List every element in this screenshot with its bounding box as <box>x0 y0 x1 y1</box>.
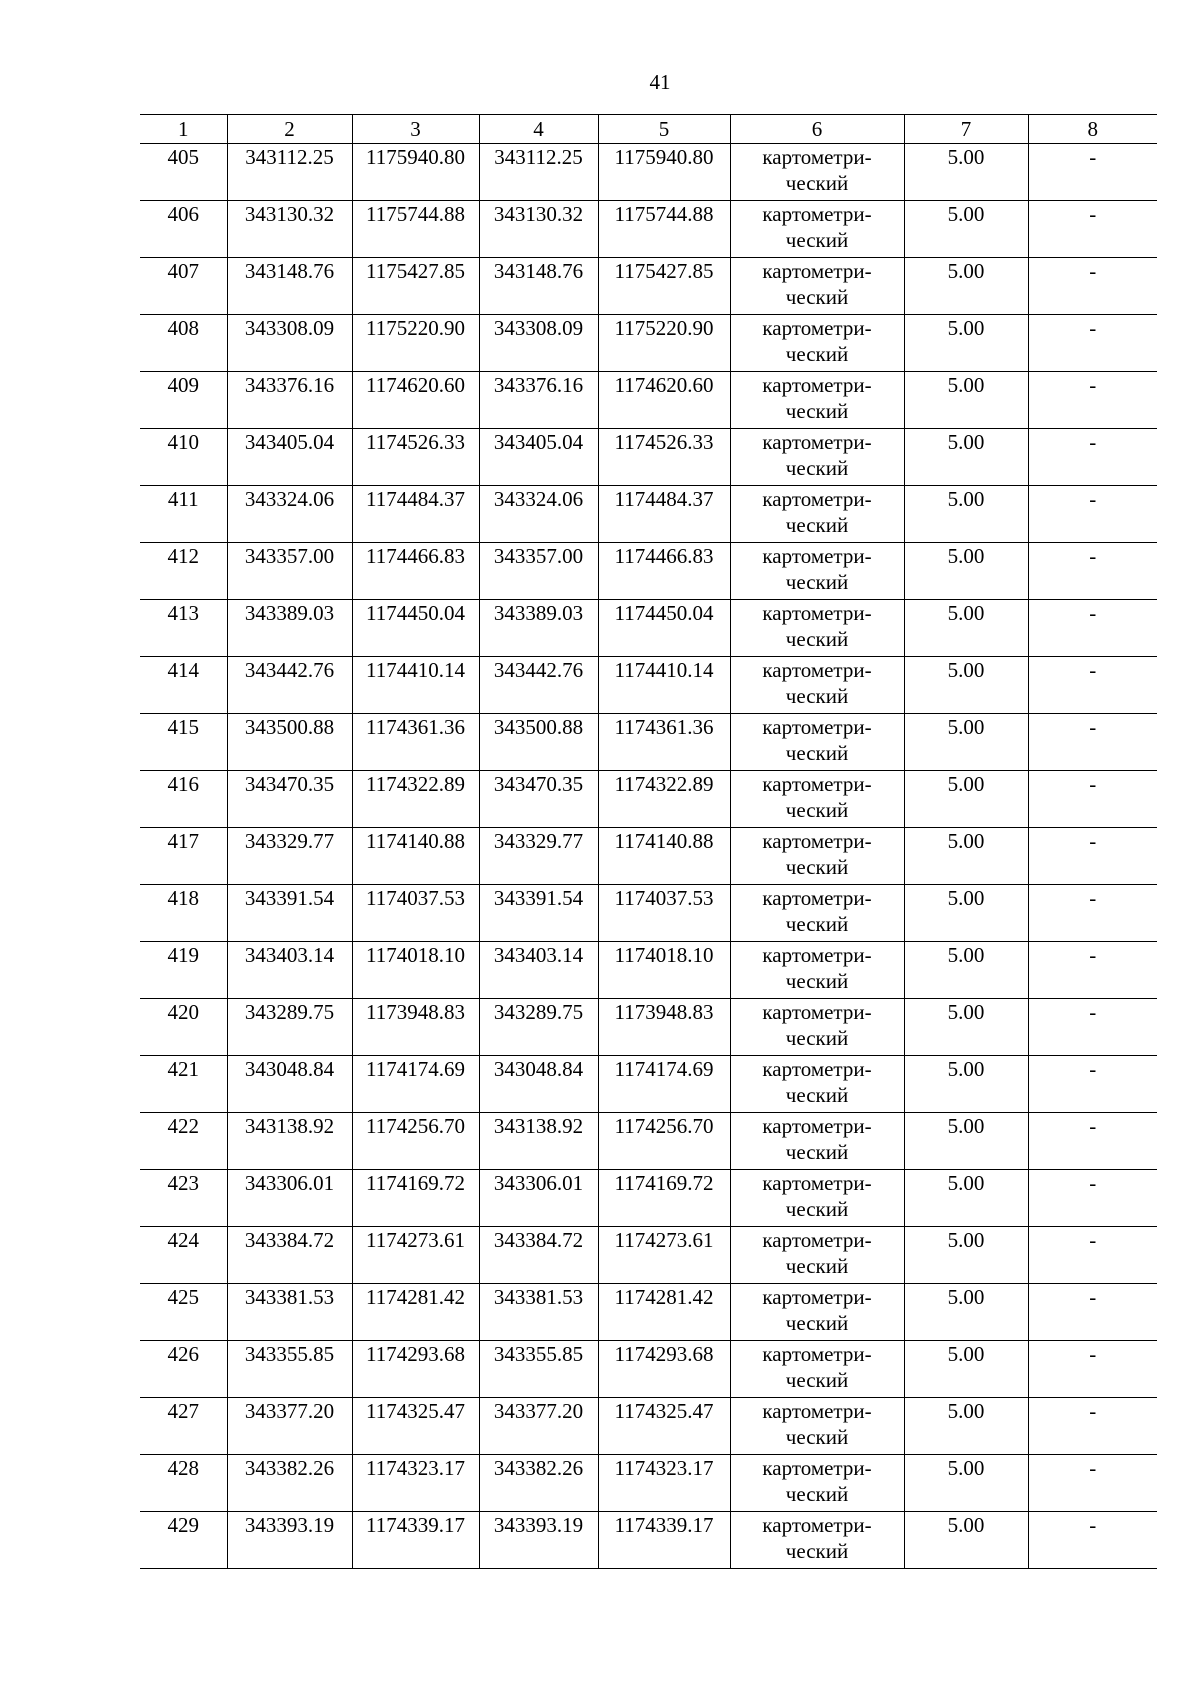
accuracy-cell: 5.00 <box>904 771 1028 828</box>
method-cell <box>730 600 904 657</box>
x-coordinate-cell: 343324.06 <box>479 486 598 543</box>
x-coordinate-cell: 343357.00 <box>227 543 352 600</box>
x-coordinate-cell: 343500.88 <box>479 714 598 771</box>
y-coordinate-cell: 1174174.69 <box>598 1056 730 1113</box>
x-coordinate-cell: 343403.14 <box>479 942 598 999</box>
method-text-line: картометри- <box>762 1057 872 1081</box>
accuracy-cell: 5.00 <box>904 543 1028 600</box>
note-cell: - <box>1028 1398 1157 1455</box>
y-coordinate-cell: 1174273.61 <box>352 1227 479 1284</box>
column-header: 7 <box>904 115 1028 144</box>
method-text-line: картометри- <box>762 544 872 568</box>
x-coordinate-cell: 343048.84 <box>227 1056 352 1113</box>
y-coordinate-cell: 1174323.17 <box>352 1455 479 1512</box>
x-coordinate-cell: 343148.76 <box>227 258 352 315</box>
accuracy-cell: 5.00 <box>904 1512 1028 1569</box>
x-coordinate-cell: 343357.00 <box>479 543 598 600</box>
point-number-cell: 427 <box>140 1398 227 1455</box>
x-coordinate-cell: 343112.25 <box>227 144 352 201</box>
y-coordinate-cell: 1174410.14 <box>598 657 730 714</box>
y-coordinate-cell: 1174322.89 <box>352 771 479 828</box>
y-coordinate-cell: 1174466.83 <box>352 543 479 600</box>
y-coordinate-cell: 1174174.69 <box>352 1056 479 1113</box>
method-text-line: картометри- <box>762 430 872 454</box>
method-text-line: картометри- <box>762 1285 872 1309</box>
point-number-cell: 426 <box>140 1341 227 1398</box>
y-coordinate-cell: 1174339.17 <box>352 1512 479 1569</box>
accuracy-cell: 5.00 <box>904 999 1028 1056</box>
accuracy-cell: 5.00 <box>904 1170 1028 1227</box>
y-coordinate-cell: 1175220.90 <box>352 315 479 372</box>
point-number-cell: 407 <box>140 258 227 315</box>
method-cell <box>730 885 904 942</box>
table-row <box>140 885 1157 942</box>
method-cell <box>730 1455 904 1512</box>
method-text-line: ческий <box>785 228 849 252</box>
table-row <box>140 429 1157 486</box>
accuracy-cell: 5.00 <box>904 1455 1028 1512</box>
x-coordinate-cell: 343384.72 <box>479 1227 598 1284</box>
note-cell: - <box>1028 1056 1157 1113</box>
y-coordinate-cell: 1174140.88 <box>352 828 479 885</box>
method-text-line: ческий <box>785 1140 849 1164</box>
accuracy-cell: 5.00 <box>904 942 1028 999</box>
accuracy-cell: 5.00 <box>904 372 1028 429</box>
method-text-line: ческий <box>785 1539 849 1563</box>
y-coordinate-cell: 1174256.70 <box>598 1113 730 1170</box>
method-text-line: картометри- <box>762 1513 872 1537</box>
note-cell: - <box>1028 771 1157 828</box>
y-coordinate-cell: 1175744.88 <box>352 201 479 258</box>
x-coordinate-cell: 343306.01 <box>227 1170 352 1227</box>
point-number-cell: 411 <box>140 486 227 543</box>
y-coordinate-cell: 1174018.10 <box>598 942 730 999</box>
method-text-line: ческий <box>785 1254 849 1278</box>
method-text-line: ческий <box>785 741 849 765</box>
method-text-line: ческий <box>785 399 849 423</box>
method-cell <box>730 1170 904 1227</box>
method-text-line: картометри- <box>762 1114 872 1138</box>
y-coordinate-cell: 1175940.80 <box>352 144 479 201</box>
accuracy-cell: 5.00 <box>904 600 1028 657</box>
note-cell: - <box>1028 942 1157 999</box>
point-number-cell: 429 <box>140 1512 227 1569</box>
point-number-cell: 421 <box>140 1056 227 1113</box>
page-number: 41 <box>649 70 671 94</box>
table-row <box>140 1113 1157 1170</box>
x-coordinate-cell: 343470.35 <box>479 771 598 828</box>
point-number-cell: 409 <box>140 372 227 429</box>
note-cell: - <box>1028 1284 1157 1341</box>
method-text-line: ческий <box>785 456 849 480</box>
accuracy-cell: 5.00 <box>904 486 1028 543</box>
method-text-line: ческий <box>785 684 849 708</box>
method-text-line: ческий <box>785 513 849 537</box>
method-text-line: картометри- <box>762 1228 872 1252</box>
method-text-line: картометри- <box>762 1399 872 1423</box>
y-coordinate-cell: 1174140.88 <box>598 828 730 885</box>
x-coordinate-cell: 343112.25 <box>479 144 598 201</box>
method-text-line: ческий <box>785 855 849 879</box>
method-cell <box>730 942 904 999</box>
note-cell: - <box>1028 201 1157 258</box>
y-coordinate-cell: 1175427.85 <box>352 258 479 315</box>
column-header: 1 <box>140 115 227 144</box>
y-coordinate-cell: 1174293.68 <box>352 1341 479 1398</box>
method-text-line: картометри- <box>762 943 872 967</box>
point-number-cell: 425 <box>140 1284 227 1341</box>
x-coordinate-cell: 343130.32 <box>227 201 352 258</box>
x-coordinate-cell: 343382.26 <box>479 1455 598 1512</box>
note-cell: - <box>1028 1227 1157 1284</box>
x-coordinate-cell: 343306.01 <box>479 1170 598 1227</box>
x-coordinate-cell: 343289.75 <box>479 999 598 1056</box>
method-text-line: картометри- <box>762 658 872 682</box>
y-coordinate-cell: 1175427.85 <box>598 258 730 315</box>
table-row <box>140 372 1157 429</box>
method-cell <box>730 372 904 429</box>
x-coordinate-cell: 343377.20 <box>227 1398 352 1455</box>
note-cell: - <box>1028 315 1157 372</box>
x-coordinate-cell: 343308.09 <box>227 315 352 372</box>
x-coordinate-cell: 343393.19 <box>227 1512 352 1569</box>
method-text-line: ческий <box>785 171 849 195</box>
note-cell: - <box>1028 1455 1157 1512</box>
method-text-line: ческий <box>785 1083 849 1107</box>
table-row <box>140 600 1157 657</box>
y-coordinate-cell: 1174322.89 <box>598 771 730 828</box>
y-coordinate-cell: 1174281.42 <box>352 1284 479 1341</box>
table-row <box>140 999 1157 1056</box>
y-coordinate-cell: 1174526.33 <box>352 429 479 486</box>
accuracy-cell: 5.00 <box>904 315 1028 372</box>
method-cell <box>730 543 904 600</box>
table-row <box>140 828 1157 885</box>
note-cell: - <box>1028 600 1157 657</box>
table-row <box>140 543 1157 600</box>
y-coordinate-cell: 1174450.04 <box>598 600 730 657</box>
method-text-line: ческий <box>785 1026 849 1050</box>
y-coordinate-cell: 1174484.37 <box>352 486 479 543</box>
method-cell <box>730 1227 904 1284</box>
method-text-line: ческий <box>785 1368 849 1392</box>
method-text-line: картометри- <box>762 1456 872 1480</box>
x-coordinate-cell: 343442.76 <box>227 657 352 714</box>
y-coordinate-cell: 1174281.42 <box>598 1284 730 1341</box>
method-cell <box>730 258 904 315</box>
note-cell: - <box>1028 144 1157 201</box>
point-number-cell: 417 <box>140 828 227 885</box>
table-row <box>140 1398 1157 1455</box>
x-coordinate-cell: 343138.92 <box>479 1113 598 1170</box>
column-header: 8 <box>1028 115 1157 144</box>
table-row <box>140 942 1157 999</box>
note-cell: - <box>1028 1113 1157 1170</box>
method-cell <box>730 486 904 543</box>
y-coordinate-cell: 1174466.83 <box>598 543 730 600</box>
method-cell <box>730 1056 904 1113</box>
note-cell: - <box>1028 714 1157 771</box>
y-coordinate-cell: 1174037.53 <box>598 885 730 942</box>
y-coordinate-cell: 1173948.83 <box>352 999 479 1056</box>
column-header: 6 <box>730 115 904 144</box>
y-coordinate-cell: 1174293.68 <box>598 1341 730 1398</box>
method-text-line: ческий <box>785 969 849 993</box>
accuracy-cell: 5.00 <box>904 429 1028 486</box>
note-cell: - <box>1028 1512 1157 1569</box>
table-row <box>140 1455 1157 1512</box>
table-row <box>140 657 1157 714</box>
x-coordinate-cell: 343329.77 <box>227 828 352 885</box>
x-coordinate-cell: 343442.76 <box>479 657 598 714</box>
x-coordinate-cell: 343148.76 <box>479 258 598 315</box>
y-coordinate-cell: 1174526.33 <box>598 429 730 486</box>
note-cell: - <box>1028 486 1157 543</box>
method-text-line: картометри- <box>762 772 872 796</box>
method-cell <box>730 429 904 486</box>
method-cell <box>730 1512 904 1569</box>
method-cell <box>730 1398 904 1455</box>
header-row <box>140 115 1157 144</box>
method-text-line: картометри- <box>762 829 872 853</box>
y-coordinate-cell: 1174169.72 <box>598 1170 730 1227</box>
accuracy-cell: 5.00 <box>904 1056 1028 1113</box>
y-coordinate-cell: 1174450.04 <box>352 600 479 657</box>
y-coordinate-cell: 1174620.60 <box>352 372 479 429</box>
point-number-cell: 416 <box>140 771 227 828</box>
x-coordinate-cell: 343355.85 <box>479 1341 598 1398</box>
x-coordinate-cell: 343384.72 <box>227 1227 352 1284</box>
accuracy-cell: 5.00 <box>904 1398 1028 1455</box>
x-coordinate-cell: 343381.53 <box>479 1284 598 1341</box>
x-coordinate-cell: 343382.26 <box>227 1455 352 1512</box>
accuracy-cell: 5.00 <box>904 1284 1028 1341</box>
table-row <box>140 315 1157 372</box>
point-number-cell: 420 <box>140 999 227 1056</box>
method-text-line: ческий <box>785 1425 849 1449</box>
note-cell: - <box>1028 1341 1157 1398</box>
method-text-line: ческий <box>785 285 849 309</box>
note-cell: - <box>1028 828 1157 885</box>
note-cell: - <box>1028 543 1157 600</box>
method-text-line: ческий <box>785 1482 849 1506</box>
accuracy-cell: 5.00 <box>904 828 1028 885</box>
method-cell <box>730 714 904 771</box>
y-coordinate-cell: 1174325.47 <box>598 1398 730 1455</box>
note-cell: - <box>1028 1170 1157 1227</box>
method-cell <box>730 999 904 1056</box>
point-number-cell: 423 <box>140 1170 227 1227</box>
method-text-line: картометри- <box>762 886 872 910</box>
method-cell <box>730 657 904 714</box>
note-cell: - <box>1028 999 1157 1056</box>
column-header: 5 <box>598 115 730 144</box>
method-text-line: картометри- <box>762 259 872 283</box>
method-text-line: ческий <box>785 570 849 594</box>
x-coordinate-cell: 343405.04 <box>479 429 598 486</box>
point-number-cell: 413 <box>140 600 227 657</box>
method-text-line: ческий <box>785 1311 849 1335</box>
method-cell <box>730 1113 904 1170</box>
method-text-line: картометри- <box>762 1000 872 1024</box>
x-coordinate-cell: 343377.20 <box>479 1398 598 1455</box>
method-cell <box>730 771 904 828</box>
accuracy-cell: 5.00 <box>904 201 1028 258</box>
x-coordinate-cell: 343329.77 <box>479 828 598 885</box>
x-coordinate-cell: 343389.03 <box>227 600 352 657</box>
table-row <box>140 486 1157 543</box>
accuracy-cell: 5.00 <box>904 258 1028 315</box>
y-coordinate-cell: 1174620.60 <box>598 372 730 429</box>
y-coordinate-cell: 1174169.72 <box>352 1170 479 1227</box>
x-coordinate-cell: 343393.19 <box>479 1512 598 1569</box>
y-coordinate-cell: 1174037.53 <box>352 885 479 942</box>
method-text-line: картометри- <box>762 487 872 511</box>
y-coordinate-cell: 1174484.37 <box>598 486 730 543</box>
accuracy-cell: 5.00 <box>904 144 1028 201</box>
x-coordinate-cell: 343391.54 <box>227 885 352 942</box>
table-body <box>140 115 1157 1569</box>
x-coordinate-cell: 343355.85 <box>227 1341 352 1398</box>
x-coordinate-cell: 343048.84 <box>479 1056 598 1113</box>
table-row <box>140 201 1157 258</box>
x-coordinate-cell: 343289.75 <box>227 999 352 1056</box>
method-text-line: картометри- <box>762 1342 872 1366</box>
method-text-line: картометри- <box>762 715 872 739</box>
method-text-line: ческий <box>785 798 849 822</box>
method-text-line: ческий <box>785 627 849 651</box>
method-text-line: картометри- <box>762 601 872 625</box>
accuracy-cell: 5.00 <box>904 1341 1028 1398</box>
accuracy-cell: 5.00 <box>904 1113 1028 1170</box>
y-coordinate-cell: 1175220.90 <box>598 315 730 372</box>
method-text-line: картометри- <box>762 1171 872 1195</box>
accuracy-cell: 5.00 <box>904 885 1028 942</box>
x-coordinate-cell: 343308.09 <box>479 315 598 372</box>
method-cell <box>730 1284 904 1341</box>
method-text-line: картометри- <box>762 373 872 397</box>
table-row <box>140 1341 1157 1398</box>
column-header: 3 <box>352 115 479 144</box>
method-text-line: картометри- <box>762 202 872 226</box>
note-cell: - <box>1028 372 1157 429</box>
method-text-line: ческий <box>785 1197 849 1221</box>
y-coordinate-cell: 1174361.36 <box>598 714 730 771</box>
method-text-line: ческий <box>785 342 849 366</box>
y-coordinate-cell: 1174256.70 <box>352 1113 479 1170</box>
method-cell <box>730 315 904 372</box>
x-coordinate-cell: 343403.14 <box>227 942 352 999</box>
x-coordinate-cell: 343324.06 <box>227 486 352 543</box>
point-number-cell: 406 <box>140 201 227 258</box>
x-coordinate-cell: 343405.04 <box>227 429 352 486</box>
y-coordinate-cell: 1174018.10 <box>352 942 479 999</box>
y-coordinate-cell: 1174339.17 <box>598 1512 730 1569</box>
x-coordinate-cell: 343130.32 <box>479 201 598 258</box>
table-row <box>140 714 1157 771</box>
accuracy-cell: 5.00 <box>904 657 1028 714</box>
point-number-cell: 419 <box>140 942 227 999</box>
point-number-cell: 418 <box>140 885 227 942</box>
accuracy-cell: 5.00 <box>904 1227 1028 1284</box>
table-row <box>140 771 1157 828</box>
note-cell: - <box>1028 429 1157 486</box>
table-row <box>140 144 1157 201</box>
x-coordinate-cell: 343391.54 <box>479 885 598 942</box>
method-cell <box>730 828 904 885</box>
x-coordinate-cell: 343376.16 <box>227 372 352 429</box>
point-number-cell: 414 <box>140 657 227 714</box>
point-number-cell: 412 <box>140 543 227 600</box>
x-coordinate-cell: 343500.88 <box>227 714 352 771</box>
table-row <box>140 1512 1157 1569</box>
y-coordinate-cell: 1174325.47 <box>352 1398 479 1455</box>
note-cell: - <box>1028 657 1157 714</box>
y-coordinate-cell: 1175940.80 <box>598 144 730 201</box>
table-row <box>140 1284 1157 1341</box>
y-coordinate-cell: 1175744.88 <box>598 201 730 258</box>
note-cell: - <box>1028 258 1157 315</box>
point-number-cell: 408 <box>140 315 227 372</box>
table-row <box>140 1170 1157 1227</box>
point-number-cell: 415 <box>140 714 227 771</box>
y-coordinate-cell: 1174323.17 <box>598 1455 730 1512</box>
method-text-line: ческий <box>785 912 849 936</box>
x-coordinate-cell: 343470.35 <box>227 771 352 828</box>
note-cell: - <box>1028 885 1157 942</box>
column-header: 4 <box>479 115 598 144</box>
table-row <box>140 1227 1157 1284</box>
x-coordinate-cell: 343138.92 <box>227 1113 352 1170</box>
column-header: 2 <box>227 115 352 144</box>
y-coordinate-cell: 1173948.83 <box>598 999 730 1056</box>
accuracy-cell: 5.00 <box>904 714 1028 771</box>
point-number-cell: 422 <box>140 1113 227 1170</box>
point-number-cell: 405 <box>140 144 227 201</box>
method-text-line: картометри- <box>762 316 872 340</box>
point-number-cell: 428 <box>140 1455 227 1512</box>
method-cell <box>730 1341 904 1398</box>
table-row <box>140 258 1157 315</box>
y-coordinate-cell: 1174361.36 <box>352 714 479 771</box>
x-coordinate-cell: 343389.03 <box>479 600 598 657</box>
x-coordinate-cell: 343376.16 <box>479 372 598 429</box>
point-number-cell: 410 <box>140 429 227 486</box>
y-coordinate-cell: 1174273.61 <box>598 1227 730 1284</box>
method-text-line: картометри- <box>762 145 872 169</box>
point-number-cell: 424 <box>140 1227 227 1284</box>
method-cell <box>730 144 904 201</box>
coordinates-table <box>140 114 1157 1569</box>
y-coordinate-cell: 1174410.14 <box>352 657 479 714</box>
method-cell <box>730 201 904 258</box>
x-coordinate-cell: 343381.53 <box>227 1284 352 1341</box>
table-row <box>140 1056 1157 1113</box>
